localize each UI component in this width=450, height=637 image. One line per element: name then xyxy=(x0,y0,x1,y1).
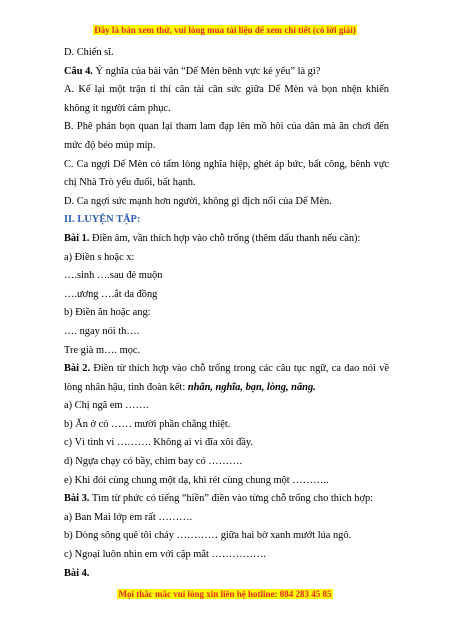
exercise-1-part-a: a) Điền s hoặc x: xyxy=(64,251,135,263)
preview-notice-banner xyxy=(0,25,450,35)
q4-option-c: C. Ca ngợi Dế Mèn có tấm lòng nghĩa hiệp, ghét áp bức, bất công, bênh vực chị Nhà Trò yếu đuối, bất hạnh. xyxy=(64,158,389,189)
exercise-1-text: Điền âm, vần thích hợp vào chỗ trống (thêm dấu thanh nếu cần): xyxy=(89,232,361,244)
hotline-banner xyxy=(0,589,450,599)
document-body xyxy=(64,44,389,583)
exercise-2-d: d) Ngựa chạy có bầy, chim bay có ………. xyxy=(64,456,243,468)
exercise-1-part-b: b) Điền ăn hoặc ang: xyxy=(64,307,151,319)
section-title-practice: II. LUYỆN TẬP: xyxy=(64,214,141,226)
exercise-3-b: b) Dòng sông quê tôi chảy ………… giữa hai bờ xanh mướt lúa ngô. xyxy=(64,530,352,542)
exercise-1-part-a-line-2: ….ương ….ắt da đồng xyxy=(64,288,158,300)
exercise-2-b: b) Ăn ở có …… mười phần chẳng thiệt. xyxy=(64,418,231,430)
question-4 xyxy=(64,63,389,82)
exercise-3-c: c) Ngoại luôn nhìn em với cặp mắt ……………. xyxy=(64,549,267,561)
q4-option-d: D. Ca ngợi sức mạnh hơn người, không gì địch nổi của Dế Mèn. xyxy=(64,195,332,207)
exercise-3-label: Bài 3. xyxy=(64,493,90,505)
q4-option-b: B. Phê phán bọn quan lại tham lam đạp lên mồ hôi của dân mà ăn chơi đến mức độ béo múp míp. xyxy=(64,121,389,151)
exercise-1 xyxy=(64,230,389,249)
question-4-label: Câu 4. xyxy=(64,65,93,77)
exercise-1-part-b-line-2: Tre già m…. mọc. xyxy=(64,344,141,356)
exercise-2-words: nhân, nghĩa, bạn, lòng, nâng. xyxy=(187,381,316,393)
exercise-2 xyxy=(64,360,389,397)
q3-option-d: D. Chiến sĩ. xyxy=(64,47,114,58)
exercise-3 xyxy=(64,490,389,509)
exercise-3-a: a) Ban Mai lớp em rất ………. xyxy=(64,511,193,523)
exercise-2-a: a) Chị ngã em ……. xyxy=(64,400,149,412)
exercise-2-label: Bài 2. xyxy=(64,363,91,375)
hotline-text: Mọi thắc mắc vui lòng xin liên hệ hotline: 084 283 45 85 xyxy=(118,589,332,599)
exercise-2-e: e) Khi đói cùng chung một dạ, khi rét cùng chung một ……….. xyxy=(64,474,329,486)
question-4-text: Ý nghĩa của bài văn “Dế Mèn bênh vực kẻ yếu” là gì? xyxy=(92,65,321,77)
preview-notice-text: Đây là bản xem thử, vui lòng mua tài liệu để xem chi tiết (có lời giải) xyxy=(94,25,356,35)
exercise-4-label: Bài 4. xyxy=(64,567,90,579)
exercise-1-part-b-line-1: …. ngay nói th…. xyxy=(64,325,140,337)
exercise-2-c: c) Vì tình vì ………. Không ai vì đĩa xôi đầy. xyxy=(64,437,254,449)
exercise-2-text: Điền từ thích hợp vào chỗ trống trong các câu tục ngữ, ca dao nói về lòng nhân hậu, tinh đoàn kết: xyxy=(64,363,389,393)
exercise-3-text: Tìm từ phức có tiếng “hiền” điền vào từng chỗ trống cho thích hợp: xyxy=(89,493,374,505)
q4-option-a: A. Kể lại một trận tỉ thí cân tài cân sức giữa Dế Mèn và bọn nhện khiến không ít người cảm phục. xyxy=(64,84,389,114)
exercise-1-label: Bài 1. xyxy=(64,232,90,244)
exercise-1-part-a-line-1: ….sinh ….sau đẻ muộn xyxy=(64,270,163,282)
